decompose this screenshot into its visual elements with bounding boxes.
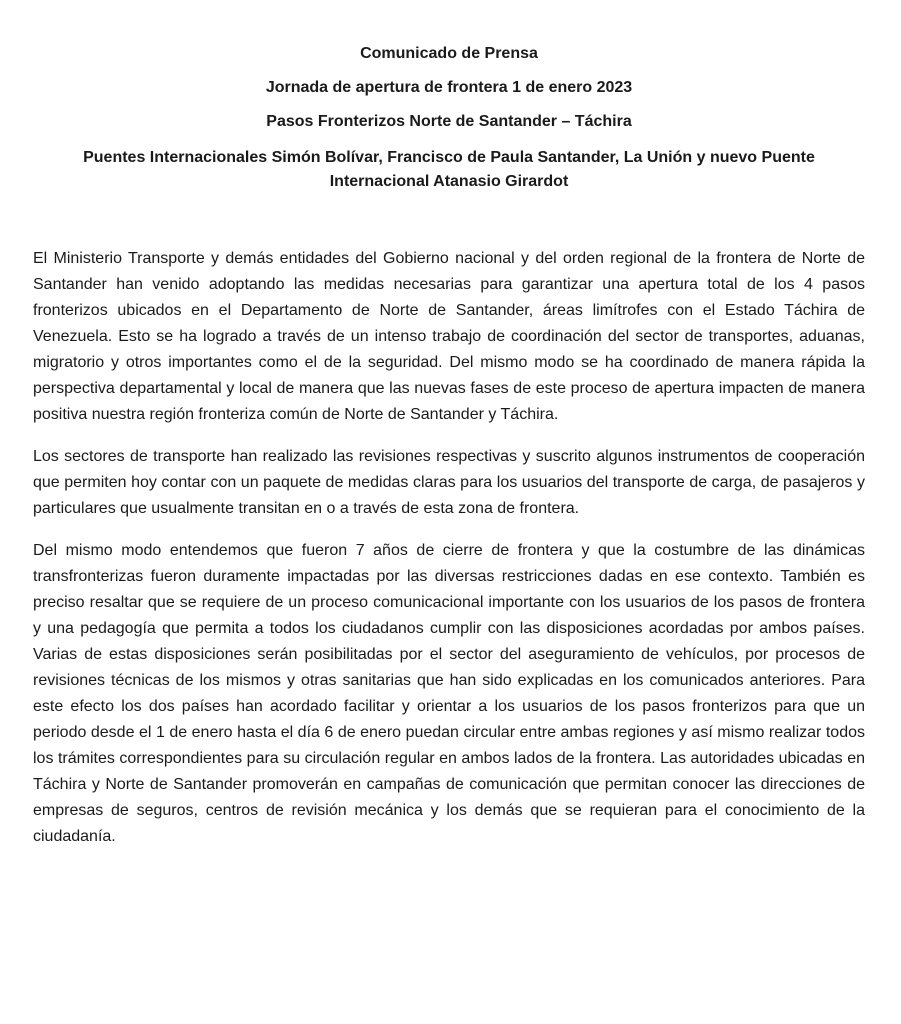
title-border-crossings: Pasos Fronterizos Norte de Santander – Táchira [266, 113, 632, 130]
title-opening-date: Jornada de apertura de frontera 1 de enero 2023 [265, 79, 633, 96]
title-press-release: Comunicado de Prensa [360, 45, 538, 62]
body-text [33, 246, 865, 850]
title-bridges: Puentes Internacionales Simón Bolívar, Francisco de Paula Santander, La Unión y nuevo Puente Internacional Atanasio Girardot [83, 149, 815, 190]
paragraph-1: El Ministerio Transporte y demás entidades del Gobierno nacional y del orden regional de la frontera de Norte de Santander han venido adoptando las medidas necesarias para garantizar una apertura total de los 4 pasos fronterizos ubicados en el Departamento de Norte de Santander, áreas limítrofes con el Estado Táchira de Venezuela. Esto se ha logrado a través de un intenso trabajo de coordinación del sector de transportes, aduanas, migratorio y otros importantes como el de la seguridad. Del mismo modo se ha coordinado de manera rápida la perspectiva departamental y local de manera que las nuevas fases de este proceso de apertura impacten de manera positiva nuestra región fronteriza común de Norte de Santander y Táchira. [33, 250, 865, 423]
paragraph-2: Los sectores de transporte han realizado las revisiones respectivas y suscrito algunos instrumentos de cooperación que permiten hoy contar con un paquete de medidas claras para los usuarios del transporte de carga, de pasajeros y particulares que usualmente transitan en o a través de esta zona de frontera. [33, 448, 865, 517]
paragraph-3: Del mismo modo entendemos que fueron 7 años de cierre de frontera y que la costumbre de las dinámicas transfronterizas fueron duramente impactadas por las diversas restricciones dadas en ese contexto. También es preciso resaltar que se requiere de un proceso comunicacional importante con los usuarios de los pasos de frontera y una pedagogía que permita a todos los ciudadanos cumplir con las disposiciones acordadas por ambos países. Varias de estas disposiciones serán posibilitadas por el sector del aseguramiento de vehículos, por procesos de revisiones técnicas de los mismos y otras sanitarias que han sido explicadas en los comunicados anteriores. Para este efecto los dos países han acordado facilitar y orientar a los usuarios de los pasos fronterizos para que un periodo desde el 1 de enero hasta el día 6 de enero puedan circular entre ambas regiones y así mismo realizar todos los trámites correspondientes para su circulación regular en ambos lados de la frontera. Las autoridades ubicadas en Táchira y Norte de Santander promoverán en campañas de comunicación que permitan conocer las direcciones de empresas de seguros, centros de revisión mecánica y los demás que se requieran para el conocimiento de la ciudadanía. [33, 542, 865, 845]
